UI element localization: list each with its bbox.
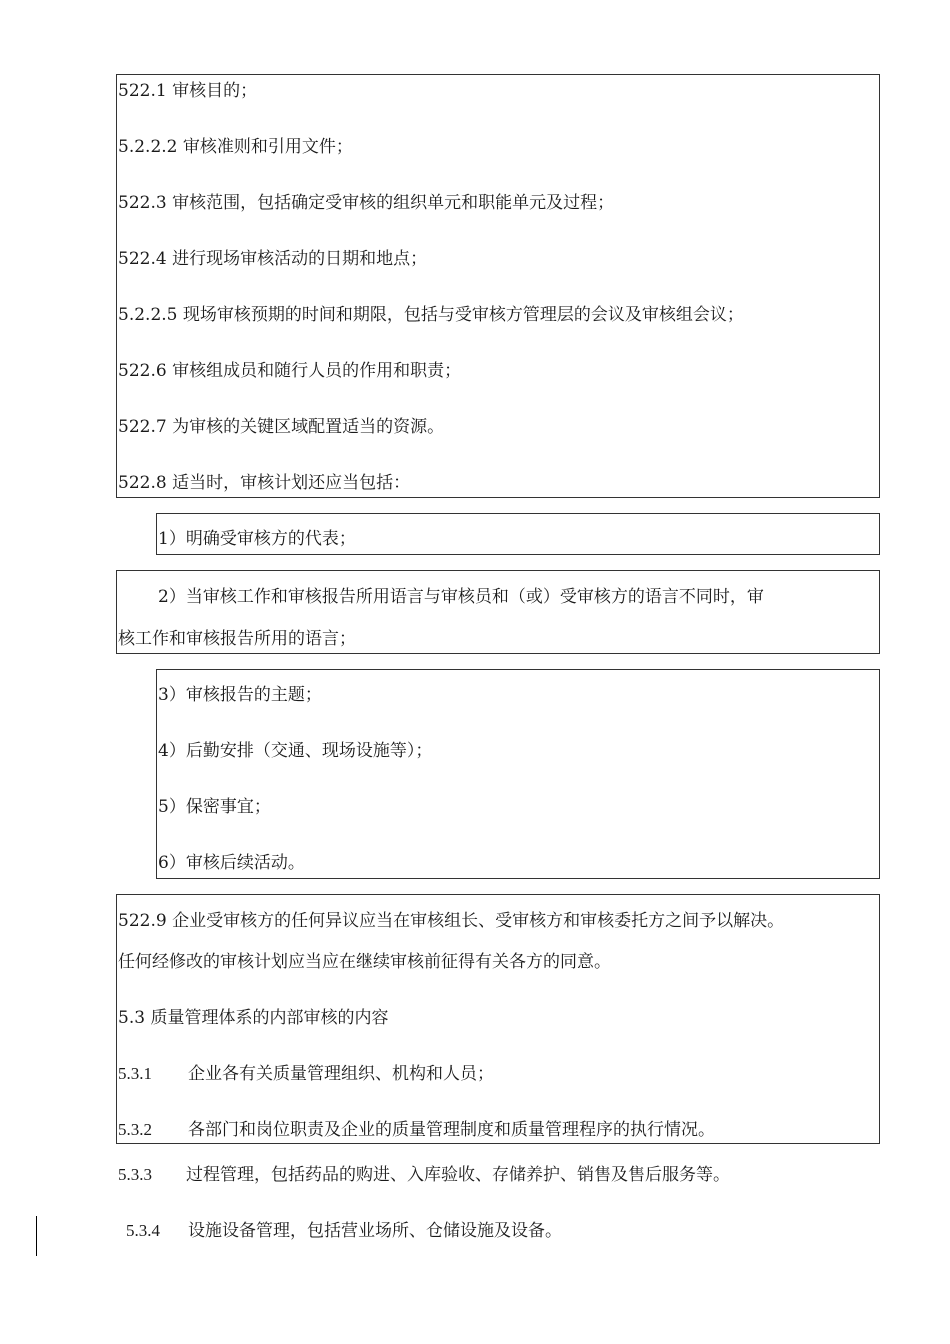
box4-line-4: 6）审核后续活动。 <box>158 853 305 873</box>
box1-line-3: 522.3 审核范围，包括确定受审核的组织单元和职能单元及过程； <box>118 193 615 213</box>
text-cursor <box>36 1216 37 1256</box>
box1-line-5: 5.2.2.5 现场审核预期的时间和期限，包括与受审核方管理层的会议及审核组会议； <box>118 305 744 325</box>
item-number: 5.3.1 <box>118 1064 152 1083</box>
box4-line-3: 5）保密事宜； <box>158 797 271 817</box>
item-number: 5.3.3 <box>118 1165 152 1184</box>
box1-line-6: 522.6 审核组成员和随行人员的作用和职责； <box>118 361 462 381</box>
box5-line-2: 任何经修改的审核计划应当应在继续审核前征得有关各方的同意。 <box>118 952 611 972</box>
box1-line-4: 522.4 进行现场审核活动的日期和地点； <box>118 249 428 269</box>
item-text: 企业各有关质量管理组织、机构和人员； <box>188 1064 494 1084</box>
box3-line-1: 2）当审核工作和审核报告所用语言与审核员和（或）受审核方的语言不同时，审 <box>158 587 764 607</box>
box1-line-8: 522.8 适当时，审核计划还应当包括： <box>118 473 411 493</box>
free-item-2 <box>126 1220 562 1242</box>
box3-line-2: 核工作和审核报告所用的语言； <box>118 629 356 649</box>
box1-line-1: 522.1 审核目的； <box>118 81 258 101</box>
box1-line-7: 522.7 为审核的关键区域配置适当的资源。 <box>118 417 445 437</box>
box5-line-3: 5.3 质量管理体系的内部审核的内容 <box>118 1008 389 1028</box>
item-text: 设施设备管理，包括营业场所、仓储设施及设备。 <box>188 1221 562 1241</box>
box5-item-2 <box>118 1119 715 1141</box>
box4-line-2: 4）后勤安排（交通、现场设施等）； <box>158 741 433 761</box>
item-text: 各部门和岗位职责及企业的质量管理制度和质量管理程序的执行情况。 <box>188 1120 715 1140</box>
box5-item-1 <box>118 1063 494 1085</box>
item-text: 过程管理，包括药品的购进、入库验收、存储养护、销售及售后服务等。 <box>186 1165 730 1185</box>
box1-line-2: 5.2.2.2 审核准则和引用文件； <box>118 137 353 157</box>
item-number: 5.3.4 <box>126 1221 160 1240</box>
box4-line-1: 3）审核报告的主题； <box>158 685 322 705</box>
free-item-1 <box>118 1164 730 1186</box>
box2-line-1: 1）明确受审核方的代表； <box>158 529 356 549</box>
item-number: 5.3.2 <box>118 1120 152 1139</box>
box5-line-1: 522.9 企业受审核方的任何异议应当在审核组长、受审核方和审核委托方之间予以解决。 <box>118 911 785 931</box>
